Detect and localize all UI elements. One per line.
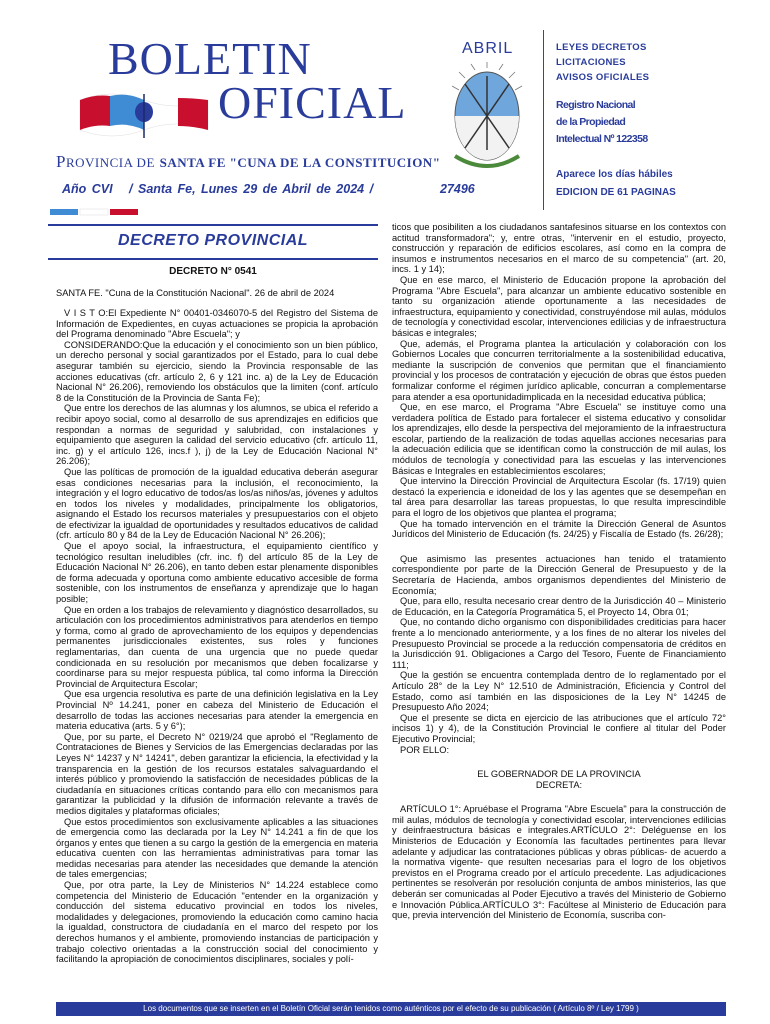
province-prefix: P	[56, 152, 66, 171]
heading-rule-bottom	[48, 258, 378, 260]
masthead-title-oficial: OFICIAL	[218, 77, 407, 128]
paragraph: Que el presente se dicta en ejercicio de las atribuciones que el artículo 72° incisos 1) y 4), de la Constitución Provincial le confiere al titular del Poder Ejecutivo Provincial;	[392, 712, 726, 744]
left-text-column	[56, 308, 378, 1000]
masthead-title-boletin: BOLETIN	[108, 33, 312, 84]
paragraph: Que la gestión se encuentra contemplada dentro de lo reglamentado por el Artículo 28° de la Ley N° 12.510 de Administración, Eficiencia y Control del Estado, como así también en las disposiciones de la Ley N° 14245 de Presupuesto Año 2024;	[392, 670, 726, 713]
column-gap	[392, 540, 726, 554]
decreta-heading: DECRETA:	[535, 779, 583, 790]
paragraph: POR ELLO:	[400, 744, 450, 755]
paragraph: Que intervino la Dirección Provincial de Arquitectura Escolar (fs. 17/19) quien destacó la experiencia e idoneidad de los y las agentes que se desempeñan en tal área para desarrollar las tareas propuestas, lo que resulta imprescindible para el logro de los objetivos que plantea el programa;	[392, 476, 726, 519]
masthead-right-column	[556, 40, 756, 148]
issue-number: 27496	[440, 182, 475, 196]
year-label: Año CVI	[62, 182, 113, 196]
paragraph: V I S T O:El Expediente N° 00401-0346070-5 del Registro del Sistema de Información de Expedientes, en cuyas actuaciones se propicia la aprobación del Programa denominado "Abre Escuela"; y	[56, 308, 378, 340]
paragraph: Que, por otra parte, la Ley de Ministerios N° 14.224 establece como competencia del Ministerio de Educación "entender en la organización y conducción del sistema educativo provincial en todos los niveles, modalidades y delegaciones, promoviendo la educación como camino hacia la igualdad, constructora de ciudadanía en el marco del respeto por los derechos humanos y el ambiente, promoviendo instancias de participación y trabajo colectivo orientadas a la construcción social del conocimiento y facilitando la apropiación de conocimientos disciplinares, sociales y polí-	[56, 880, 378, 965]
paragraph: Que, además, el Programa plantea la articulación y colaboración con los Gobiernos Locales que concurren territorialmente a la sostenibilidad educativa, mediante la suscripción de convenios que permitan que el financiamiento provincial y los procesos de contratación y ejecución de obras que éstos pueden formalizar conforme el régimen jurídico aplicable, concurran a complementarse para atender a esa oportunidadimplicada en la necesidad educativa pública;	[392, 338, 726, 402]
paragraph: Que estos procedimientos son exclusivamente aplicables a las situaciones de emergencia como las declarada por la Ley N° 14.241 a fin de que los órganos y entes que tienen a su cargo la gestión de la emergencia en materia educativa cuenten con las herramientas administrativas para tomar las medidas necesarias para atender las necesidades que demande la atención de tales emergencias;	[56, 816, 378, 880]
articles-paragraph: ARTÍCULO 1°: Apruébase el Programa "Abre Escuela" para la construcción de mil aulas, módulos de tecnología y conectividad escolar, intervenciones edilicias y deinfraestructura básicas e integrales.ARTÍCULO 2°: Deléguense en los Ministerios de Educación y Economía las facultades pertinentes para llevar adelante y adjudicar las contrataciones públicas y obras públicas- de acuerdo a la normativa vigente- que resulten necesarias para el logro de los objetivos previstos en el Programa creado por el artículo precedente. Las adjudicaciones pertinentes se resolverán por resolución conjunta de ambos ministerios, las que deberán ser comunicadas al Poder Ejecutivo a través del Ministerio de Gobierno e Innovación Pública.ARTÍCULO 3°: Facúltese al Ministerio de Educación para que, previa intervención del Ministerio de Economía, suscriba con-	[392, 804, 726, 921]
paragraph: Que asimismo las presentes actuaciones han tenido el tratamiento correspondiente por parte de la Dirección General de Presupuesto y de la Secretaría de Hacienda, ambos organismos dependientes del Ministerio de Economía;	[392, 553, 726, 596]
decree-section-heading: DECRETO PROVINCIAL	[117, 232, 309, 249]
governor-heading: EL GOBERNADOR DE LA PROVINCIA	[477, 769, 641, 780]
paragraph: Que, en ese marco, el Programa "Abre Escuela" se instituye como una verdadera política de Estado para fortalecer el sistema educativo y consolidar los aprendizajes, ello desde la perspectiva del mejoramiento de la infraestructura escolar, partiendo de la realización de todas aquellas acciones necesarias para la adecuación edilicia que se identifican como la construcción de mil aulas, los módulos de tecnología y conectividad para las escuelas y las intervenciones Básicas e Integrales en establecimientos escolares;	[392, 402, 726, 476]
paragraph: Que ha tomado intervención en el trámite la Dirección General de Asuntos Jurídicos del Ministerio de Educación (fs. 24/25) y Fiscalía de Estado (fs. 26/28);	[392, 518, 726, 540]
santa-fe-flag-icon	[78, 82, 210, 140]
registro-line: Intelectual Nº 122358	[556, 133, 648, 145]
province-line	[56, 152, 440, 172]
category-item: LICITACIONES	[556, 57, 626, 68]
paragraph: Que el apoyo social, la infraestructura, el equipamiento científico y tecnológico resultan ineludibles (cfr. inc. f) del artículo 85 de la Ley de Educación Nacional N° 26.206), en tanto deben estar plenamente disponibles de forma adecuada y oportuna como ambiente educativo accesible de forma sostenible, con los instrumentos de enseñanza y aprendizaje que lo hagan posible;	[56, 541, 378, 605]
paragraph: Que, no contando dicho organismo con disponibilidades crediticias para hacer frente a lo mencionado anteriormente, y a los fines de no alterar los niveles del Presupuesto Provincial se procede a la reducción compensatoria de créditos en la Jurisdicción 91. Obligaciones a Cargo del Tesoro, Fuente de Financiamiento 111;	[392, 617, 726, 670]
paragraph: Que en ese marco, el Ministerio de Educación propone la aprobación del Programa "Abre Escuela", para alcanzar un ambiente educativo sostenible en tanto su organización atiende oportunamente a las necesidades de infraestructura, equipamiento y conectividad, construyéndose mil aulas, módulos de tecnología y conectividad escolar, intervenciones edilicias y de infraestructura básicas e integrales;	[392, 274, 726, 338]
right-text-column	[392, 222, 726, 1000]
paragraph: ticos que posibiliten a los ciudadanos santafesinos situarse en los contextos con actitud transformadora"; y, entre otras, "intervenir en el estudio, proyecto, construcción y reparación de edificios escolares, así como en la compra de insumos e instrumentos necesarios en el marco de su competencia" (art. 20, incs. 1 y 14);	[392, 222, 726, 275]
registro-block	[556, 97, 756, 148]
month-label: ABRIL	[462, 40, 514, 57]
registro-line: Registro Nacional	[556, 99, 636, 111]
category-item: LEYES DECRETOS	[556, 42, 647, 53]
paragraph: Que, para ello, resulta necesario crear dentro de la Jurisdicción 40 – Ministerio de Educación, en la Categoría Programática 5, el Proyecto 14, Obra 01;	[392, 596, 726, 617]
appears-note: Aparece los días hábiles	[556, 169, 673, 180]
edition-note: EDICION DE 61 PAGINAS	[556, 187, 676, 198]
decree-number: DECRETO N° 0541	[169, 266, 257, 277]
year-date-line	[62, 182, 373, 196]
decree-heading-box	[48, 224, 378, 262]
paragraph: Que esa urgencia resolutiva es parte de una definición legislativa en la Ley Provincial Nº 14.241, poner en cabeza del Ministerio de Educación el desarrollo de todas las acciones necesarias para atender la emergencia en materia educativa (arts. 5 y 6°);	[56, 689, 378, 732]
masthead	[0, 0, 770, 215]
column-gap	[392, 790, 726, 804]
column-gap	[392, 755, 726, 769]
small-flag-stripe-icon	[50, 208, 140, 216]
header-divider	[543, 30, 544, 210]
footer-notice: Los documentos que se inserten en el Boletín Oficial serán tenidos como auténticos por el efecto de su publicación ( Artículo 8º / Ley 1799 )	[56, 1002, 726, 1016]
decree-date: SANTA FE. "Cuna de la Constitución Nacional". 26 de abril de 2024	[56, 288, 335, 298]
category-item: AVISOS OFICIALES	[556, 72, 650, 83]
paragraph: Que en orden a los trabajos de relevamiento y diagnóstico desarrollados, su articulación con los procedimientos administrativos para atenderlos en tiempo y forma, como al grado de aprovechamiento de los equipos y dependencias permanentes jurisdiccionales existentes, sus roles y funciones reglamentarias, dan cuenta de una urgencia que no puede quedar condicionada en su resolución por mecanismos que deben focalizarse y coordinarse para su mejor respuesta pública, tal como informa la Dirección Provincial de Arquitectura Escolar;	[56, 604, 378, 689]
heading-rule-top	[48, 224, 378, 226]
paragraph: CONSIDERANDO:Que la educación y el conocimiento son un bien público, un derecho personal y social garantizados por el Estado, para lo cual debe asegurar también su ejercicio, siendo la Provincia responsable de las acciones educativas (cfr. artículo 2, 6 y 121 inc. a) de la Ley de Educación Nacional N° 26.206), removiendo los obstáculos que la limiten (conf. artículo 8 de la Constitución de la Provincia de Santa Fe);	[56, 339, 378, 403]
paragraph: Que entre los derechos de las alumnas y los alumnos, se ubica el referido a recibir apoyo social, como al desarrollo de sus aprendizajes en edificios que respondan a normas de seguridad y salubridad, con instalaciones y equipamiento que aseguren la calidad del servicio educativo (cfr. artículo 11, inc. g) y el artículo 126, incs.f ), j) de la Ley de Educación Nacional N° 26.206);	[56, 403, 378, 467]
provincial-seal-icon	[447, 58, 527, 176]
paragraph: Que las políticas de promoción de la igualdad educativa deberán asegurar esas condiciones necesarias para la inclusión, el reconocimiento, la integración y el logro educativo de todos/as los/as niños/as, jóvenes y adultos en todos los niveles y modalidades, principalmente los obligatorios, asignando el Estado los recursos materiales y presupuestarios con el objeto de efectivizar la igualdad de oportunidades y resultados educativos de calidad (cfr. artículo 80 y 84 de la Ley de Educación Nacional N° 26.206);	[56, 466, 378, 541]
province-name: SANTA FE "CUNA DE LA CONSTITUCION"	[159, 155, 441, 170]
province-small-caps: ROVINCIA DE	[65, 155, 155, 170]
paragraph: Que, por su parte, el Decreto N° 0219/24 que aprobó el "Reglamento de Contrataciones de Bienes y Servicios de las Emergencias declaradas por las Leyes N° 14237 y N° 14241", deben garantizar la eficiencia, la efectividad y la transparencia en la gestión de los recursos estatales salvaguardando el interés público y promoviendo la satisfacción de necesidades públicas de la ciudadanía en situaciones críticas contando para ello con mecanismos para garantizar la publicidad y la difusión de información relevante a través de medios digitales y plataformas oficiales;	[56, 731, 378, 816]
date-line: / Santa Fe, Lunes 29 de Abril de 2024 /	[129, 182, 374, 196]
publication-categories	[556, 40, 756, 85]
registro-line: de la Propiedad	[556, 116, 626, 128]
